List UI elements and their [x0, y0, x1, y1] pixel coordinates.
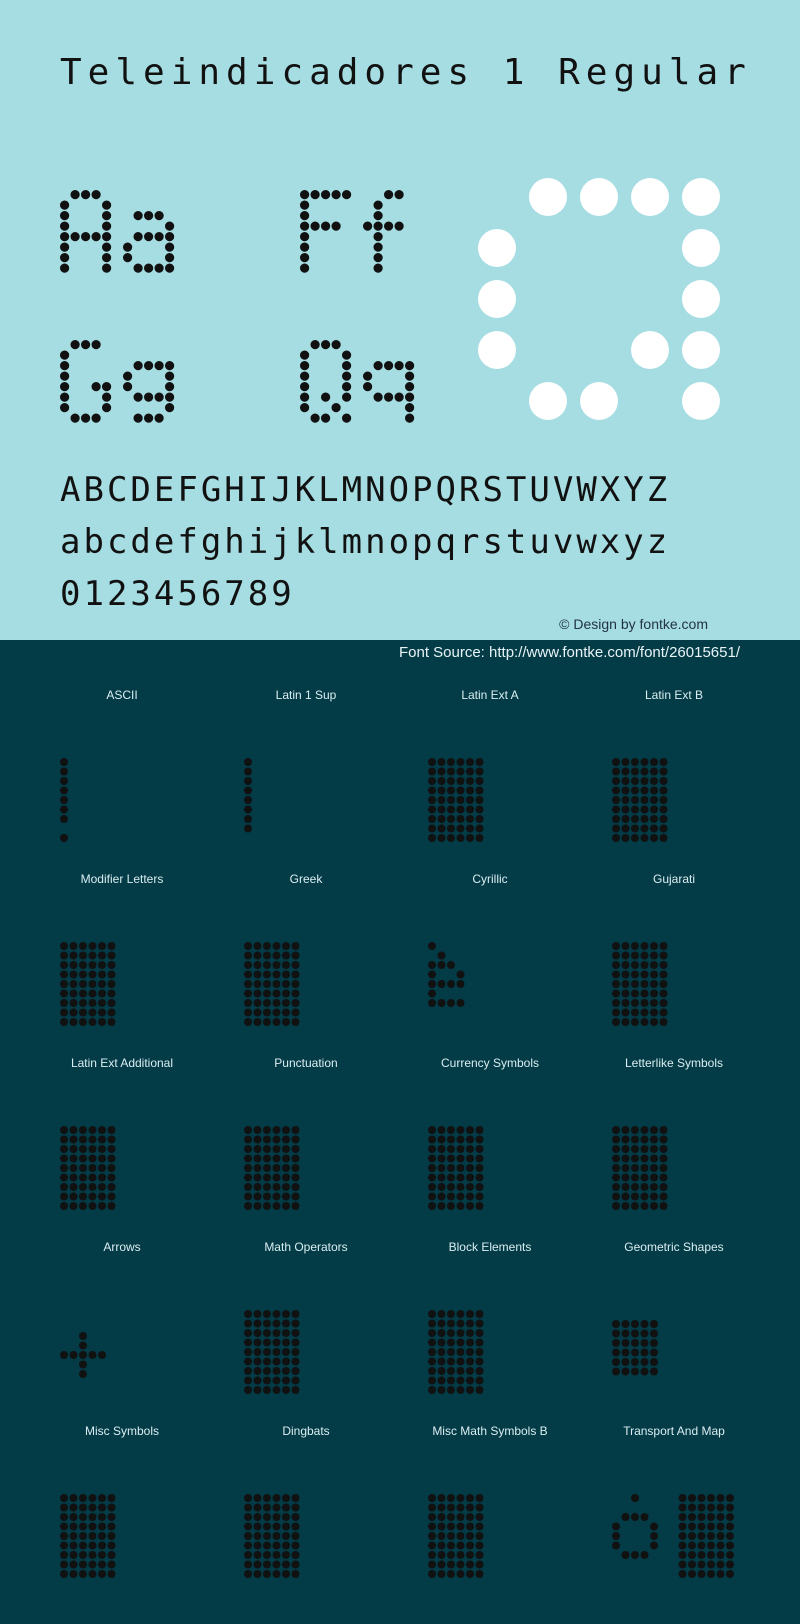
- block-sample-glyph-icon: [428, 1310, 628, 1400]
- block-sample-glyph-icon: [244, 1494, 444, 1584]
- block-sample-glyph-icon: [428, 1494, 628, 1584]
- font-title: Teleindicadores 1 Regular: [60, 52, 752, 93]
- block-sample-glyph-icon: [60, 942, 260, 1032]
- block-label[interactable]: Math Operators: [264, 1240, 348, 1254]
- block-label[interactable]: Block Elements: [448, 1240, 532, 1254]
- block-label[interactable]: Gujarati: [652, 872, 696, 886]
- block-label[interactable]: Latin Ext B: [644, 688, 704, 702]
- block-label[interactable]: Transport And Map: [623, 1424, 725, 1438]
- block-sample-glyph-icon: [428, 758, 628, 848]
- preview-gg: [60, 340, 190, 425]
- block-label[interactable]: Latin Ext Additional: [70, 1056, 174, 1070]
- preview-qq: [300, 340, 430, 425]
- block-sample-glyph-icon: [612, 1494, 800, 1584]
- block-sample-glyph-icon: [60, 1126, 260, 1216]
- block-label[interactable]: Misc Math Symbols B: [432, 1424, 548, 1438]
- block-label[interactable]: ASCII: [106, 688, 138, 702]
- block-sample-glyph-icon: [612, 942, 800, 1032]
- block-label[interactable]: Punctuation: [274, 1056, 338, 1070]
- block-label[interactable]: Dingbats: [282, 1424, 330, 1438]
- font-source-link[interactable]: Font Source: http://www.fontke.com/font/26015651/: [398, 644, 740, 661]
- block-label[interactable]: Greek: [289, 872, 323, 886]
- block-sample-glyph-icon: [244, 1310, 444, 1400]
- block-label[interactable]: Arrows: [103, 1240, 141, 1254]
- design-credit: © Design by fontke.com: [559, 616, 708, 632]
- block-sample-glyph-icon: [612, 1126, 800, 1216]
- preview-aa: [60, 190, 190, 275]
- block-sample-glyph-icon: [428, 942, 628, 1032]
- block-label[interactable]: Latin Ext A: [461, 688, 519, 702]
- block-sample-glyph-icon: [612, 1320, 800, 1410]
- preview-panel: [0, 0, 800, 640]
- block-sample-glyph-icon: [612, 758, 800, 848]
- sample-lowercase: abcdefghijklmnopqrstuvwxyz: [60, 522, 671, 562]
- block-label[interactable]: Cyrillic: [472, 872, 508, 886]
- block-label[interactable]: Modifier Letters: [80, 872, 164, 886]
- block-label[interactable]: Misc Symbols: [84, 1424, 159, 1438]
- block-sample-glyph-icon: [244, 1126, 444, 1216]
- block-sample-glyph-icon: [60, 1332, 260, 1422]
- preview-ff: [300, 190, 430, 275]
- block-sample-glyph-icon: [60, 1494, 260, 1584]
- block-label[interactable]: Currency Symbols: [440, 1056, 540, 1070]
- sample-digits: 0123456789: [60, 574, 295, 614]
- block-label[interactable]: Geometric Shapes: [624, 1240, 724, 1254]
- block-sample-glyph-icon: [244, 942, 444, 1032]
- block-sample-glyph-icon: [60, 758, 260, 848]
- block-label[interactable]: Latin 1 Sup: [275, 688, 337, 702]
- block-sample-glyph-icon: [244, 758, 444, 848]
- white-circle-glyph-icon: [478, 178, 742, 438]
- block-label[interactable]: Letterlike Symbols: [624, 1056, 724, 1070]
- sample-uppercase: ABCDEFGHIJKLMNOPQRSTUVWXYZ: [60, 470, 671, 510]
- block-sample-glyph-icon: [428, 1126, 628, 1216]
